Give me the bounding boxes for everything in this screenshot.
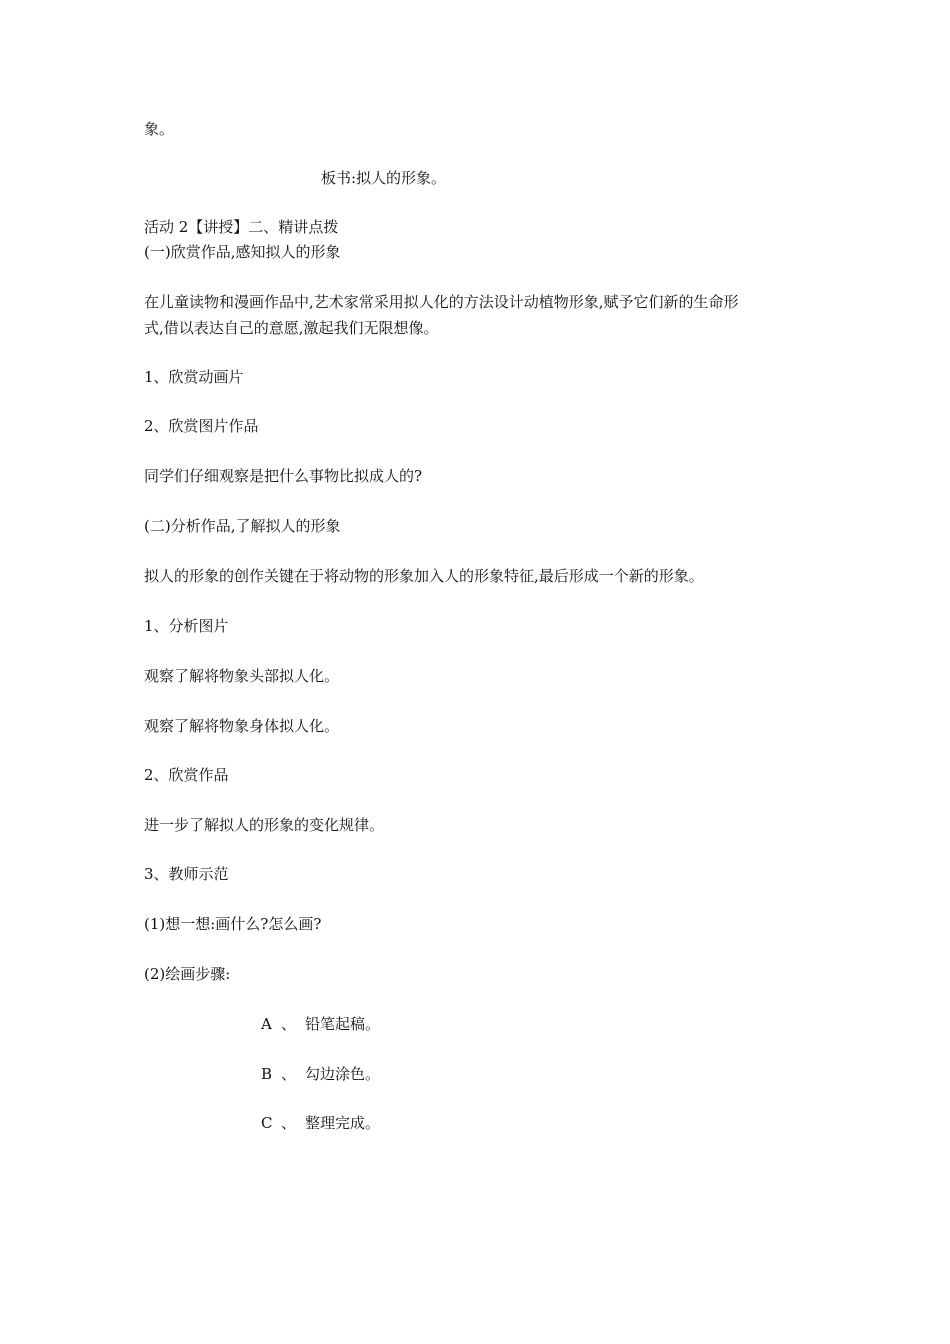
step-separator: 、 — [281, 1065, 297, 1083]
question-observe: 同学们仔细观察是把什么事物比拟成人的? — [144, 467, 423, 485]
board-note: 板书:拟人的形象。 — [321, 169, 447, 187]
step-separator: 、 — [281, 1114, 297, 1132]
item-watch-pictures: 2、欣赏图片作品 — [144, 417, 259, 435]
item-appreciate-works: 2、欣赏作品 — [144, 766, 229, 784]
intro-tail-text: 象。 — [144, 120, 175, 138]
item-watch-animation: 1、欣赏动画片 — [144, 368, 244, 386]
item-analyze-pictures: 1、分析图片 — [144, 617, 229, 635]
activity-heading: 活动 2【讲授】二、精讲点拨 — [144, 218, 339, 236]
drawing-steps-heading: (2)绘画步骤: — [144, 965, 231, 983]
step-item-b — [261, 1064, 380, 1084]
observe-head-text: 观察了解将物象头部拟人化。 — [144, 667, 340, 685]
step-separator: 、 — [281, 1015, 297, 1033]
step-letter: B — [261, 1065, 273, 1083]
step-letter: C — [261, 1114, 273, 1132]
section1-paragraph-line2: 式,借以表达自己的意愿,激起我们无限想像。 — [144, 319, 439, 337]
item-teacher-demo: 3、教师示范 — [144, 865, 229, 883]
section2-paragraph: 拟人的形象的创作关键在于将动物的形象加入人的形象特征,最后形成一个新的形象。 — [144, 567, 704, 585]
section1-paragraph-line1: 在儿童读物和漫画作品中,艺术家常采用拟人化的方法设计动植物形象,赋予它们新的生命形 — [144, 293, 739, 311]
observe-body-text: 观察了解将物象身体拟人化。 — [144, 717, 340, 735]
step-letter: A — [261, 1015, 272, 1033]
section1-heading: (一)欣赏作品,感知拟人的形象 — [144, 243, 341, 261]
section2-heading: (二)分析作品,了解拟人的形象 — [144, 517, 341, 535]
think-question: (1)想一想:画什么?怎么画? — [144, 915, 322, 933]
step-item-c — [261, 1113, 380, 1133]
step-text: 勾边涂色。 — [305, 1065, 381, 1083]
step-item-a — [261, 1014, 380, 1034]
step-text: 整理完成。 — [305, 1114, 381, 1132]
step-text: 铅笔起稿。 — [305, 1015, 381, 1033]
further-understand-text: 进一步了解拟人的形象的变化规律。 — [144, 816, 385, 834]
